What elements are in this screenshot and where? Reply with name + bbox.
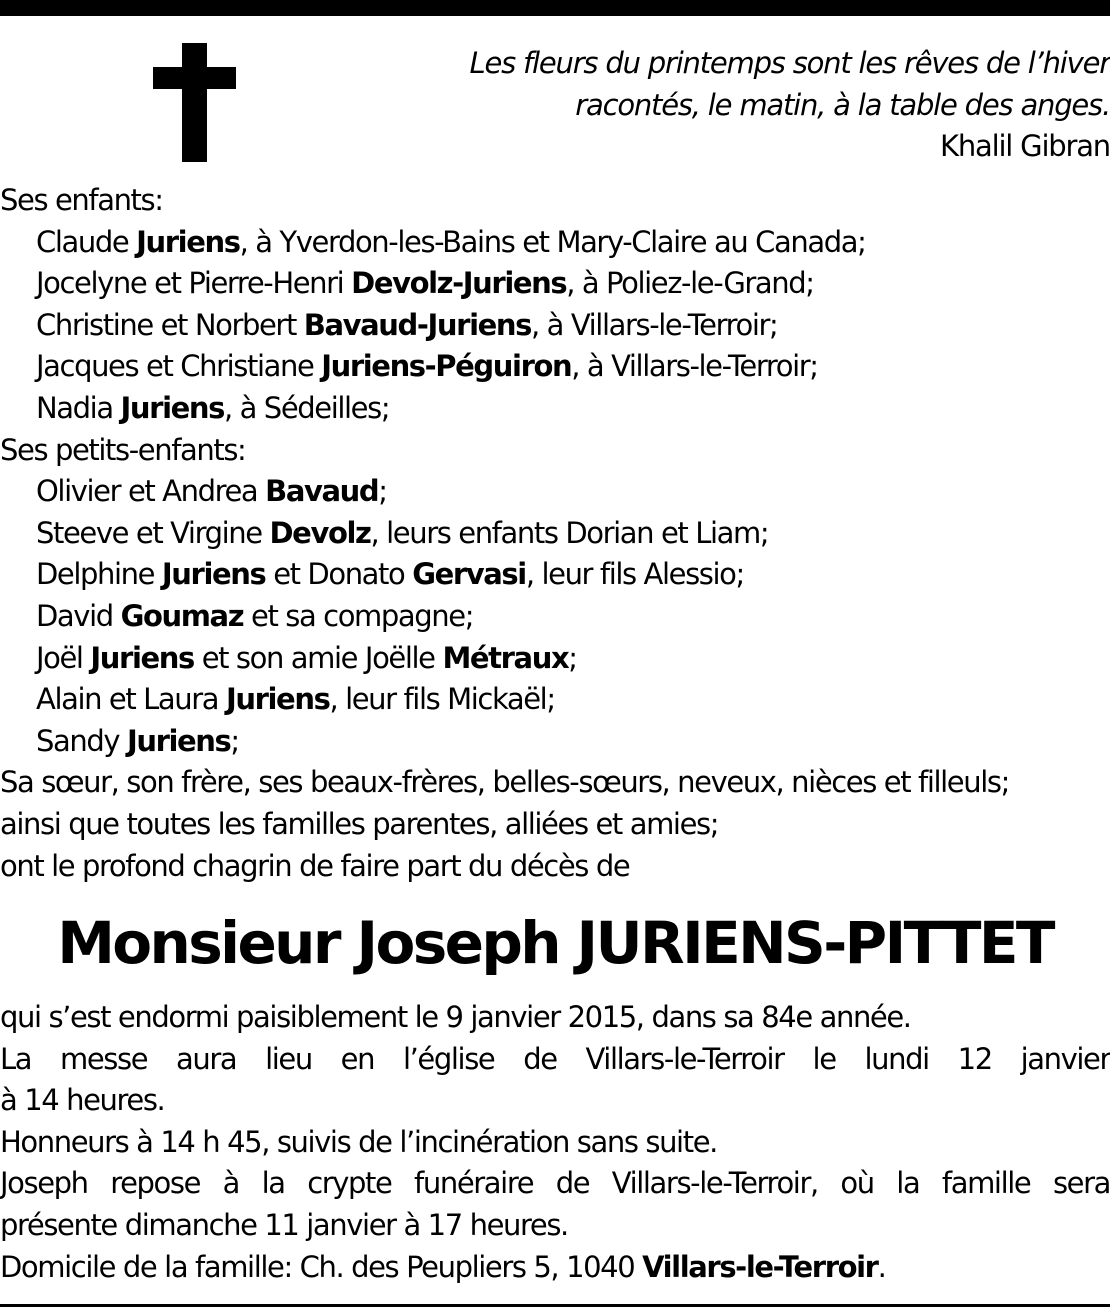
grandchild-entry: Alain et Laura Juriens, leur fils Mickaël; bbox=[36, 682, 555, 717]
child-entry: Jocelyne et Pierre-Henri Devolz-Juriens, à Poliez-le-Grand; bbox=[36, 266, 814, 301]
funeral-details bbox=[0, 997, 1110, 1288]
grandchild-entry: Steeve et Virgine Devolz, leurs enfants Dorian et Liam; bbox=[36, 515, 769, 550]
latin-cross-icon bbox=[153, 43, 236, 162]
grandchild-entry: David Goumaz et sa compagne; bbox=[36, 598, 474, 633]
grandchild-entry: Olivier et Andrea Bavaud; bbox=[36, 474, 387, 509]
child-entry: Claude Juriens, à Yverdon-les-Bains et Mary-Claire au Canada; bbox=[36, 224, 866, 259]
relatives-line: Sa sœur, son frère, ses beaux-frères, belles-sœurs, neveux, nièces et filleuls; bbox=[0, 765, 1009, 800]
resting-place-line: Joseph repose à la crypte funéraire de Villars-le-Terroir, où la famille sera bbox=[0, 1166, 1110, 1201]
mass-line: La messe aura lieu en l’église de Villars-le-Terroir le lundi 12 janvier bbox=[0, 1041, 1110, 1076]
child-entry: Christine et Norbert Bavaud-Juriens, à Villars-le-Terroir; bbox=[36, 307, 778, 342]
honours-line: Honneurs à 14 h 45, suivis de l’incinération sans suite. bbox=[0, 1124, 717, 1159]
quote-line: racontés, le matin, à la table des anges. bbox=[575, 88, 1110, 122]
quote-author: Khalil Gibran bbox=[940, 129, 1110, 163]
child-entry: Nadia Juriens, à Sédeilles; bbox=[36, 390, 390, 425]
grandchildren-heading: Ses petits-enfants: bbox=[0, 432, 246, 467]
death-notice-line: qui s’est endormi paisiblement le 9 janvier 2015, dans sa 84e année. bbox=[0, 1000, 911, 1034]
children-heading: Ses enfants: bbox=[0, 183, 163, 217]
family-announcement bbox=[0, 180, 1110, 887]
relatives-line: ainsi que toutes les familles parentes, alliées et amies; bbox=[0, 806, 719, 841]
epigraph-quote bbox=[350, 42, 1110, 166]
deceased-name: Monsieur Joseph JURIENS-PITTET bbox=[57, 909, 1053, 977]
bottom-border-rule bbox=[0, 1304, 1110, 1307]
resting-place-line: présente dimanche 11 janvier à 17 heures. bbox=[0, 1207, 568, 1242]
grandchild-entry: Joël Juriens et son amie Joëlle Métraux; bbox=[36, 640, 577, 675]
child-entry: Jacques et Christiane Juriens-Péguiron, à Villars-le-Terroir; bbox=[36, 349, 818, 384]
mass-line: à 14 heures. bbox=[0, 1083, 165, 1118]
grandchild-entry: Sandy Juriens; bbox=[36, 723, 239, 758]
family-address-line: Domicile de la famille: Ch. des Peupliers 5, 1040 Villars-le-Terroir. bbox=[0, 1249, 886, 1284]
top-border-rule bbox=[0, 0, 1110, 16]
grandchild-entry: Delphine Juriens et Donato Gervasi, leur fils Alessio; bbox=[36, 557, 744, 592]
quote-line: Les fleurs du printemps sont les rêves de l’hiver bbox=[469, 46, 1110, 80]
announcement-line: ont le profond chagrin de faire part du décès de bbox=[0, 848, 630, 883]
